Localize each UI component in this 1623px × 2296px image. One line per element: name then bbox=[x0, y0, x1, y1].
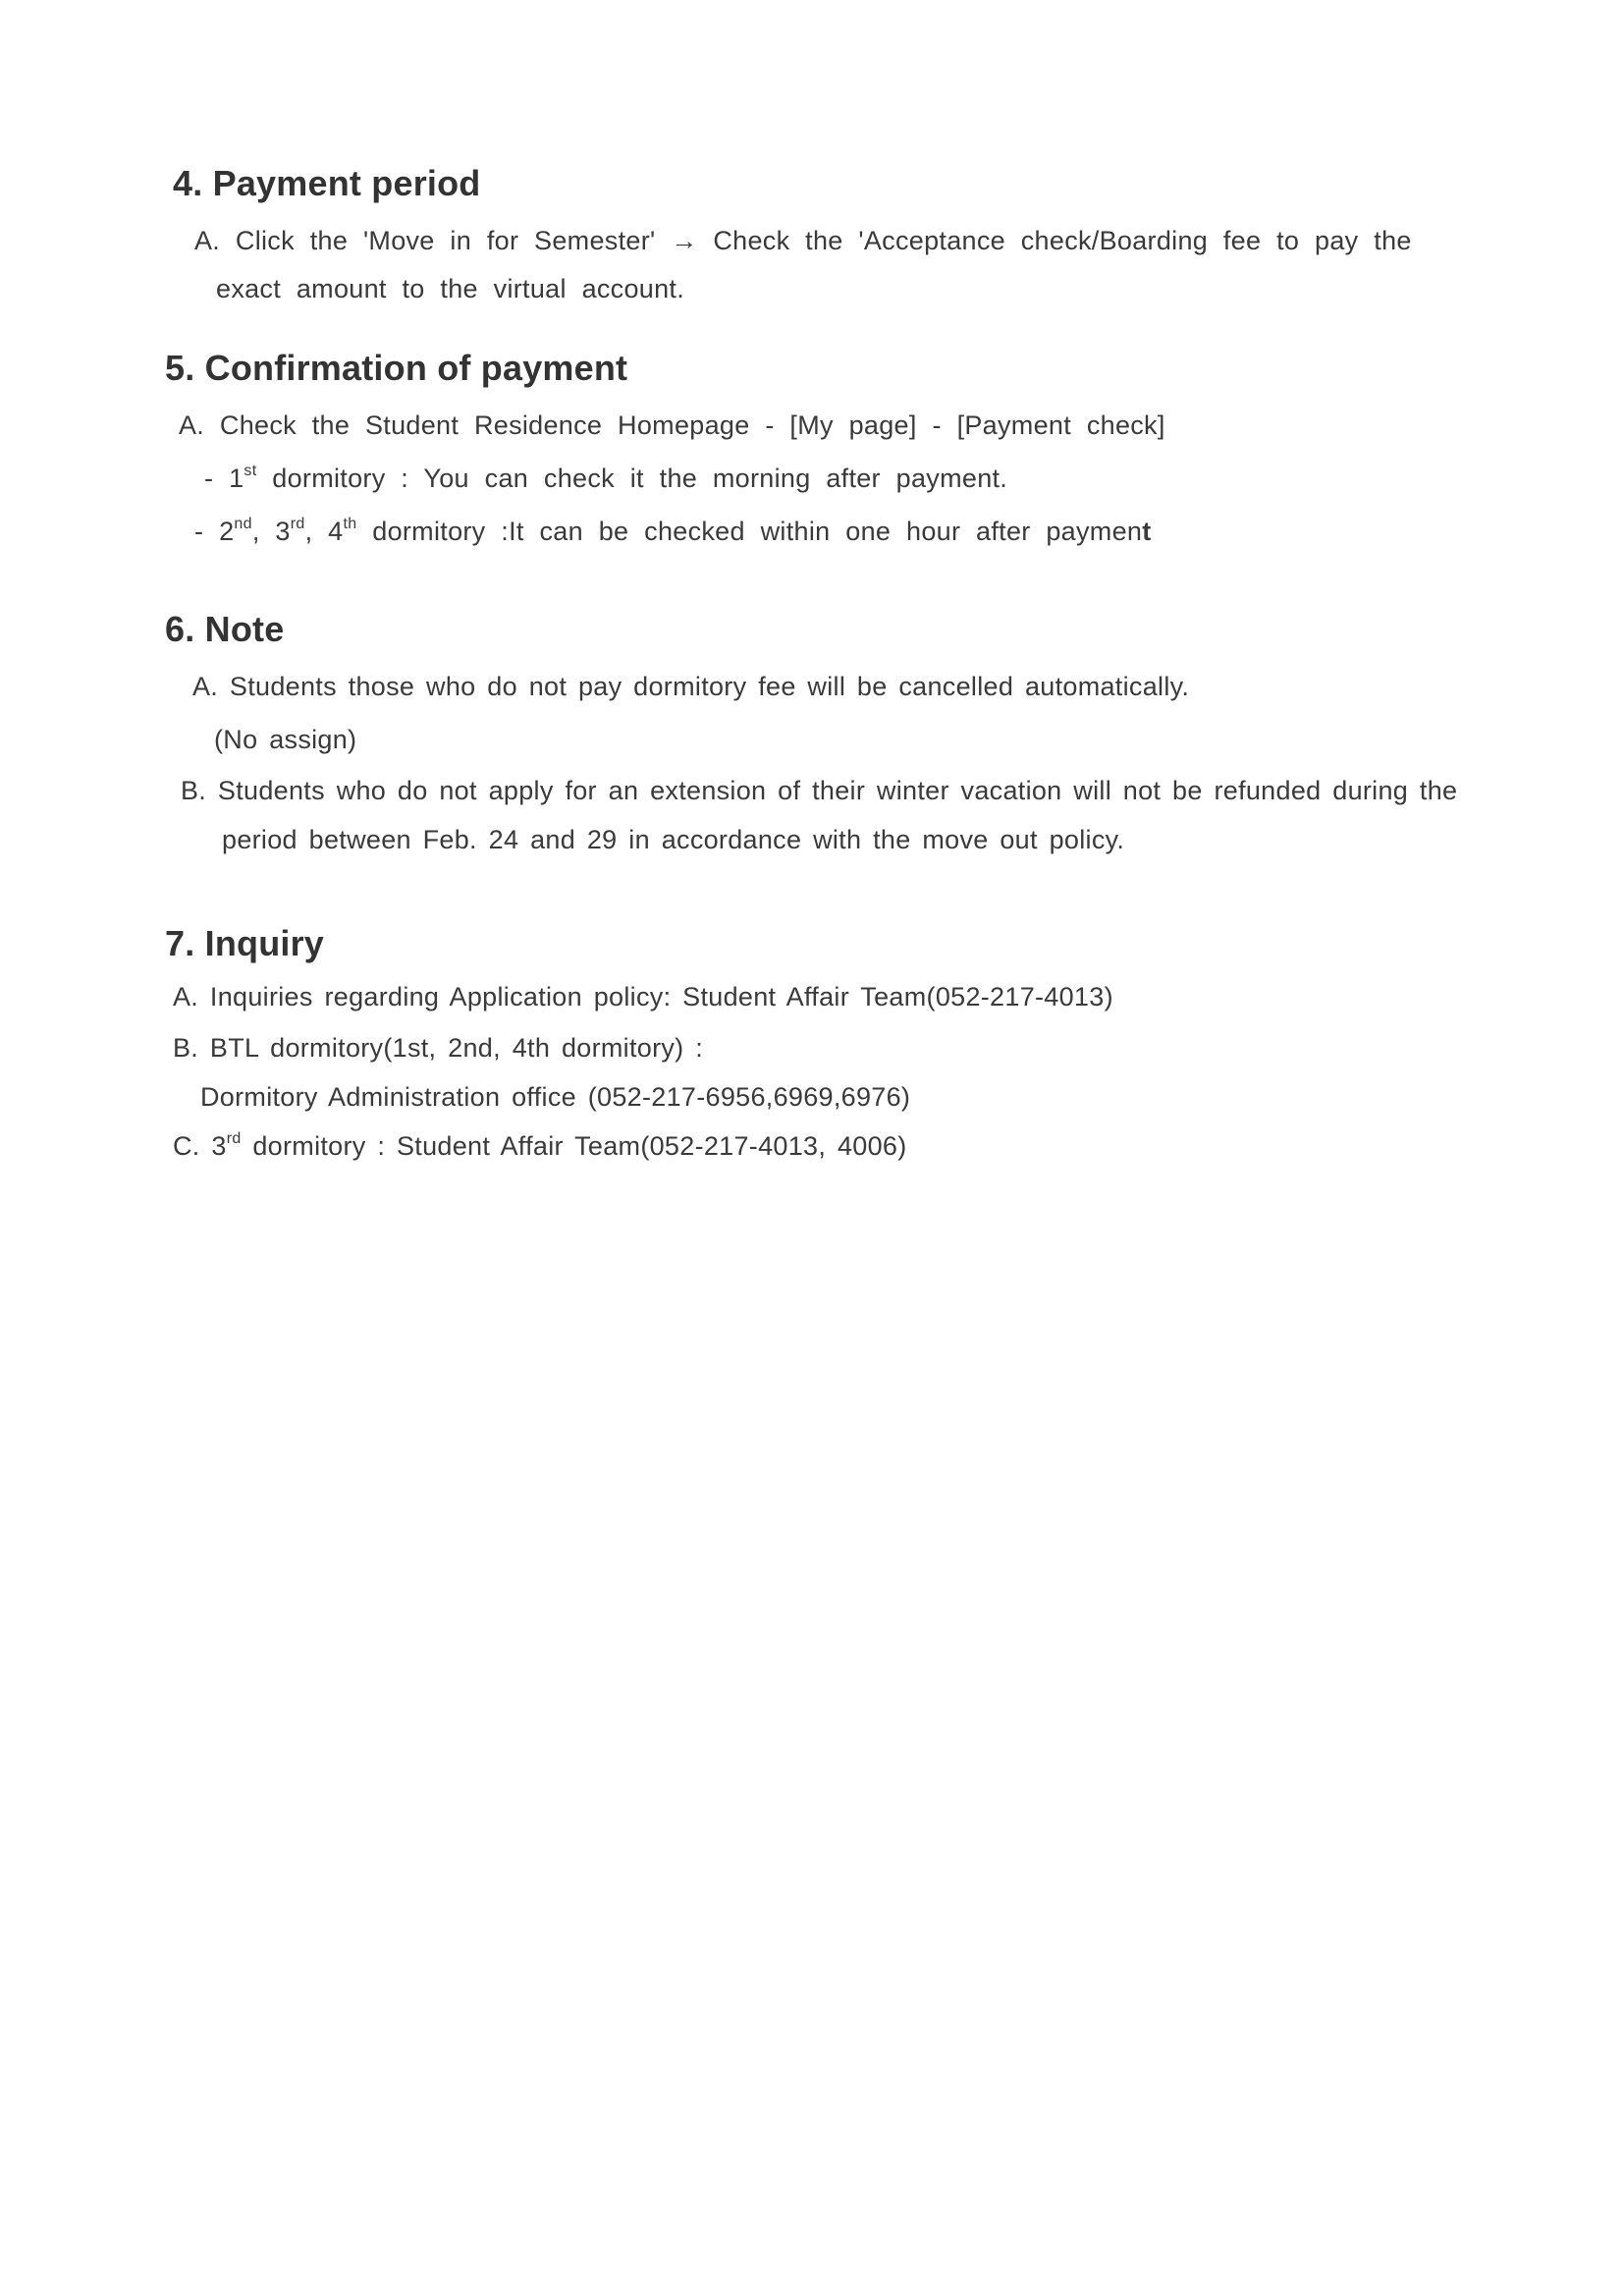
note-item-a: A. Students those who do not pay dormitory fee will be cancelled automatically. bbox=[192, 672, 1190, 701]
other-dorms-mid-2: , 4 bbox=[304, 517, 344, 546]
confirmation-first-dorm bbox=[204, 464, 1007, 494]
other-dorms-last-char: t bbox=[1142, 517, 1152, 546]
other-dorms-sup-1: nd bbox=[234, 516, 252, 532]
first-dorm-prefix: - 1 bbox=[204, 464, 244, 493]
note-item-b-cont: period between Feb. 24 and 29 in accordance with the move out policy. bbox=[222, 825, 1125, 854]
note-item-b: B. Students who do not apply for an extension of their winter vacation will not be refunded during the bbox=[181, 776, 1458, 805]
confirmation-item-a: A. Check the Student Residence Homepage - [My page] - [Payment check] bbox=[179, 410, 1165, 440]
inquiry-item-c-rest: dormitory : Student Affair Team(052-217-4013, 4006) bbox=[241, 1131, 907, 1161]
other-dorms-sup-2: rd bbox=[290, 516, 305, 532]
inquiry-item-c bbox=[173, 1131, 907, 1162]
payment-period-item-a: A. Click the 'Move in for Semester' → Check the 'Acceptance check/Boarding fee to pay the bbox=[194, 226, 1412, 255]
section-title-inquiry: 7. Inquiry bbox=[165, 923, 325, 963]
first-dorm-sup: st bbox=[243, 463, 257, 479]
note-item-a-sub: (No assign) bbox=[214, 725, 357, 754]
other-dorms-prefix: - 2 bbox=[194, 517, 235, 546]
inquiry-item-b: B. BTL dormitory(1st, 2nd, 4th dormitory) : bbox=[173, 1033, 704, 1063]
inquiry-item-c-prefix: C. 3 bbox=[173, 1131, 227, 1161]
other-dorms-sup-3: th bbox=[343, 516, 357, 532]
first-dorm-rest: dormitory : You can check it the morning after payment. bbox=[256, 464, 1008, 493]
payment-period-item-a-cont: exact amount to the virtual account. bbox=[216, 274, 685, 303]
section-title-confirmation: 5. Confirmation of payment bbox=[165, 348, 628, 388]
inquiry-item-a: A. Inquiries regarding Application policy: Student Affair Team(052-217-4013) bbox=[173, 982, 1113, 1011]
section-title-payment-period: 4. Payment period bbox=[173, 163, 481, 203]
inquiry-item-c-sup: rd bbox=[226, 1130, 242, 1147]
other-dorms-mid-1: , 3 bbox=[251, 517, 291, 546]
other-dorms-rest: dormitory :It can be checked within one hour after paymen bbox=[356, 517, 1143, 546]
inquiry-item-b-cont: Dormitory Administration office (052-217-6956,6969,6976) bbox=[200, 1082, 911, 1112]
confirmation-other-dorms bbox=[194, 517, 1152, 547]
section-title-note: 6. Note bbox=[165, 609, 285, 649]
